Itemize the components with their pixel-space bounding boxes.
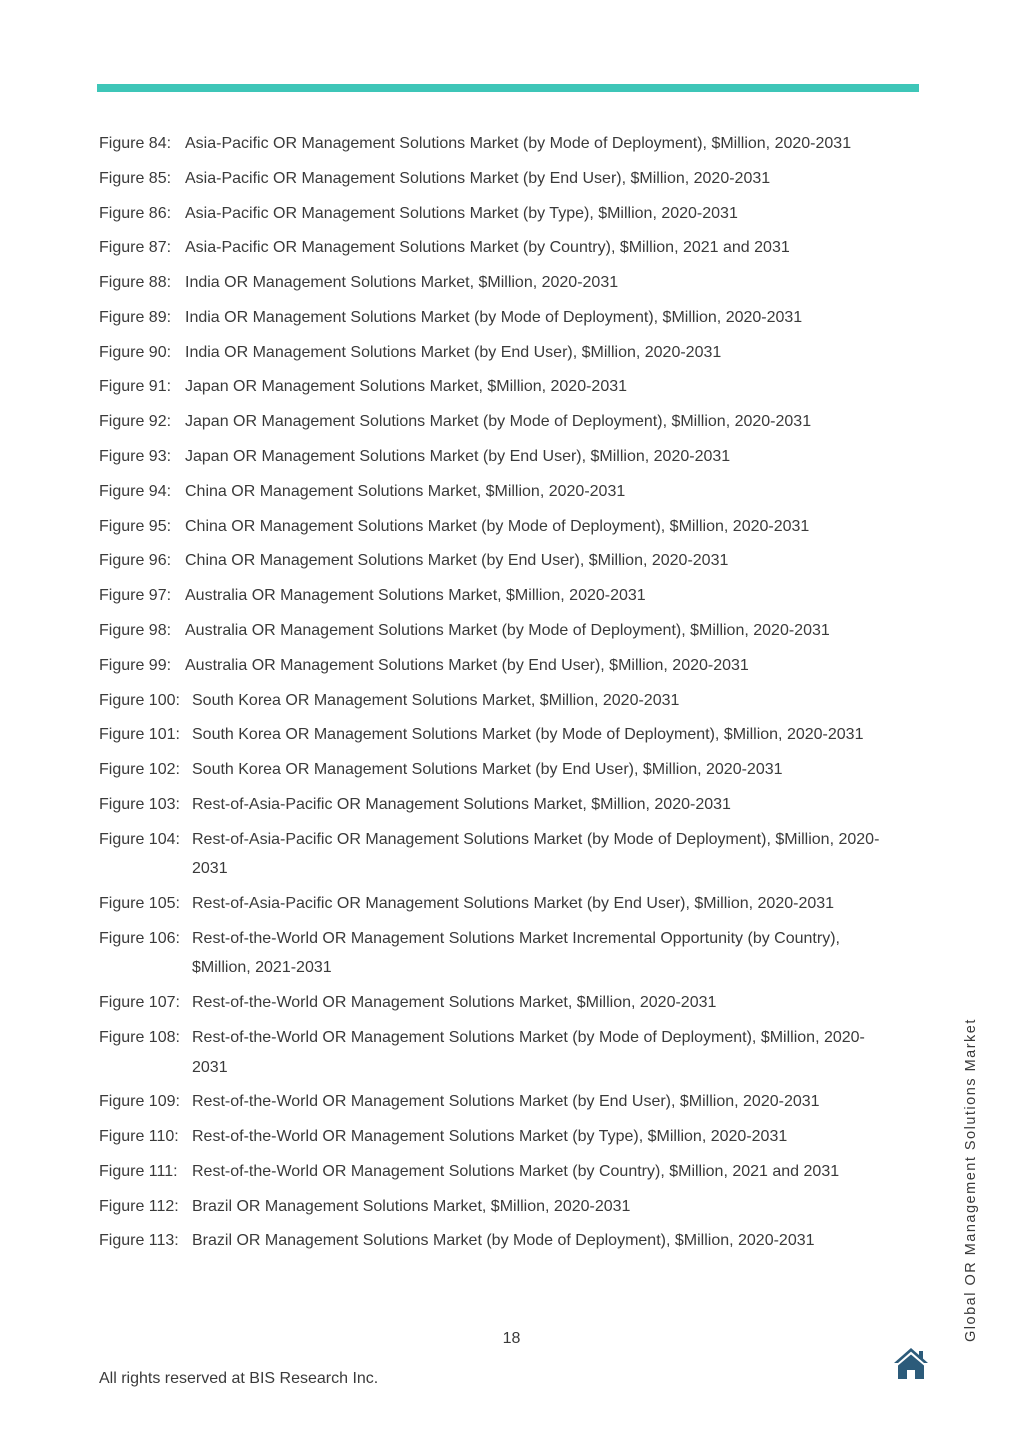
figure-entry-105[interactable] [99,889,899,919]
figure-number: Figure 84: [99,135,172,152]
figure-number: Figure 100: [99,691,180,709]
figure-title: Australia OR Management Solutions Market (by Mode of Deployment), $Million, 2020-2031 [185,621,830,639]
figure-entry-98[interactable] [99,616,899,646]
figure-title: India OR Management Solutions Market (by End User), $Million, 2020-2031 [185,343,722,361]
figure-title: Australia OR Management Solutions Market, $Million, 2020-2031 [185,587,646,605]
figure-number: Figure 112: [99,1197,179,1215]
figure-entry-102[interactable] [99,755,899,785]
figure-number: Figure 94: [99,482,172,500]
figure-title: Rest-of-the-World OR Management Solutions Market (by Type), $Million, 2020-2031 [192,1128,788,1146]
figure-number: Figure 93: [99,448,172,466]
figure-entry-94[interactable] [99,477,899,507]
figure-entry-113[interactable] [99,1226,899,1256]
figure-entry-101[interactable] [99,720,899,750]
figure-entry-95[interactable] [99,512,899,542]
figure-title: South Korea OR Management Solutions Market (by Mode of Deployment), $Million, 2020-2031 [192,726,864,744]
figure-title: Rest-of-the-World OR Management Solutions Market Incremental Opportunity (by Country), $Million, 2021-2031 [192,929,840,977]
figure-title: Rest-of-the-World OR Management Solutions Market (by Country), $Million, 2021 and 2031 [192,1162,840,1180]
figure-entry-86[interactable] [99,199,899,229]
figure-entry-107[interactable] [99,988,899,1018]
figure-number: Figure 85: [99,169,172,187]
figure-entry-103[interactable] [99,790,899,820]
figure-entry-110[interactable] [99,1122,899,1152]
figure-entry-84[interactable] [99,129,899,159]
figure-title: Rest-of-Asia-Pacific OR Management Solutions Market (by End User), $Million, 2020-2031 [192,895,835,912]
figure-entry-112[interactable] [99,1192,899,1222]
figure-title: Brazil OR Management Solutions Market, $Million, 2020-2031 [192,1197,631,1215]
figure-title: Rest-of-Asia-Pacific OR Management Solutions Market (by Mode of Deployment), $Million, 2020-2031 [192,830,880,878]
figure-number: Figure 96: [99,552,172,570]
figure-title: Rest-of-the-World OR Management Solutions Market (by Mode of Deployment), $Million, 2020-2031 [192,1028,865,1076]
side-running-title: Global OR Management Solutions Market [963,1018,979,1342]
figure-title: Japan OR Management Solutions Market, $Million, 2020-2031 [185,378,628,396]
figure-entry-96[interactable] [99,546,899,576]
figure-number: Figure 101: [99,726,180,744]
figure-entry-111[interactable] [99,1157,899,1187]
figure-title: Asia-Pacific OR Management Solutions Market (by Country), $Million, 2021 and 2031 [185,239,790,257]
header-accent-bar [97,84,919,92]
figure-entry-106[interactable] [99,924,899,983]
figure-number: Figure 90: [99,343,172,361]
figure-title: Australia OR Management Solutions Market (by End User), $Million, 2020-2031 [185,656,749,674]
figure-entry-104[interactable] [99,825,899,884]
figure-entry-97[interactable] [99,581,899,611]
figure-number: Figure 99: [99,656,172,674]
page-number: 18 [502,1330,521,1347]
figure-title: Asia-Pacific OR Management Solutions Market (by End User), $Million, 2020-2031 [185,169,771,187]
figure-number: Figure 87: [99,239,172,257]
figure-number: Figure 86: [99,204,172,222]
figure-entry-108[interactable] [99,1023,899,1082]
figure-number: Figure 110: [99,1128,179,1146]
figure-title: Brazil OR Management Solutions Market (by Mode of Deployment), $Million, 2020-2031 [192,1232,815,1250]
figure-title: China OR Management Solutions Market (by End User), $Million, 2020-2031 [185,552,729,570]
figure-entry-109[interactable] [99,1087,899,1117]
figure-title: Asia-Pacific OR Management Solutions Market (by Mode of Deployment), $Million, 2020-2031 [185,135,852,152]
figure-number: Figure 105: [99,895,180,912]
figure-title: South Korea OR Management Solutions Market (by End User), $Million, 2020-2031 [192,761,783,779]
figure-title: South Korea OR Management Solutions Market, $Million, 2020-2031 [192,691,680,709]
figure-entry-92[interactable] [99,407,899,437]
figure-entry-87[interactable] [99,233,899,263]
figure-title: Rest-of-Asia-Pacific OR Management Solutions Market, $Million, 2020-2031 [192,795,731,813]
home-icon[interactable] [892,1346,930,1380]
footer-copyright: All rights reserved at BIS Research Inc. [99,1370,379,1387]
figure-title: China OR Management Solutions Market (by Mode of Deployment), $Million, 2020-2031 [185,517,810,535]
figure-entry-90[interactable] [99,338,899,368]
figure-number: Figure 109: [99,1093,180,1111]
figure-number: Figure 92: [99,413,172,431]
figure-entry-88[interactable] [99,268,899,298]
figure-entry-99[interactable] [99,651,899,681]
figure-entry-91[interactable] [99,372,899,402]
figure-number: Figure 89: [99,308,172,326]
figure-number: Figure 88: [99,274,172,292]
figure-entry-100[interactable] [99,686,899,716]
figure-number: Figure 106: [99,929,180,947]
figure-number: Figure 113: [99,1232,179,1250]
figure-number: Figure 111: [99,1162,178,1180]
figure-number: Figure 98: [99,621,172,639]
figure-entry-89[interactable] [99,303,899,333]
figure-title: Asia-Pacific OR Management Solutions Market (by Type), $Million, 2020-2031 [185,204,738,222]
figure-number: Figure 104: [99,830,180,848]
figure-title: Japan OR Management Solutions Market (by Mode of Deployment), $Million, 2020-2031 [185,413,812,431]
figure-number: Figure 91: [99,378,172,396]
figure-number: Figure 102: [99,761,180,779]
figure-title: India OR Management Solutions Market (by Mode of Deployment), $Million, 2020-2031 [185,308,803,326]
figure-title: India OR Management Solutions Market, $Million, 2020-2031 [185,274,619,292]
figure-entry-93[interactable] [99,442,899,472]
list-of-figures [99,129,899,1261]
figure-number: Figure 95: [99,517,172,535]
figure-entry-85[interactable] [99,164,899,194]
figure-title: China OR Management Solutions Market, $Million, 2020-2031 [185,482,626,500]
figure-number: Figure 97: [99,587,172,605]
figure-title: Rest-of-the-World OR Management Solutions Market, $Million, 2020-2031 [192,994,717,1012]
figure-title: Rest-of-the-World OR Management Solutions Market (by End User), $Million, 2020-2031 [192,1093,820,1111]
figure-number: Figure 108: [99,1028,180,1046]
figure-title: Japan OR Management Solutions Market (by End User), $Million, 2020-2031 [185,448,731,466]
figure-number: Figure 107: [99,994,180,1012]
figure-number: Figure 103: [99,795,180,813]
